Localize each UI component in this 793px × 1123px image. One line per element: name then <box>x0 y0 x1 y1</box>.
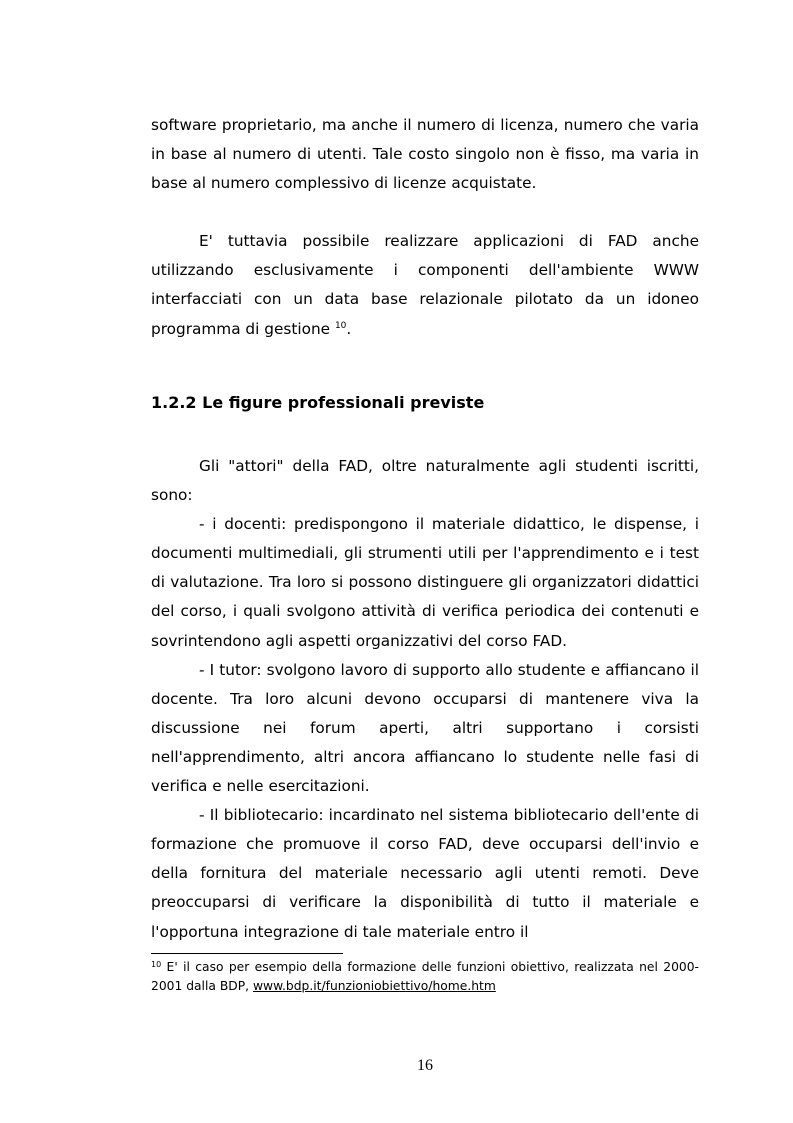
footnote-text: E' il caso per esempio della formazione delle funzioni obiettivo, realizzata nel 2000-2001 dalla BDP, <box>151 960 699 993</box>
section-heading: 1.2.2 Le figure professionali previste <box>151 393 485 412</box>
section-body <box>151 452 699 947</box>
footnote-link[interactable]: www.bdp.it/funzioniobiettivo/home.htm <box>252 979 496 993</box>
page-number: 16 <box>417 1057 433 1074</box>
footnote-reference[interactable]: 10 <box>334 320 347 331</box>
footnote-separator <box>151 953 343 954</box>
paragraph-fad-www-text: E' tuttavia possibile realizzare applicazioni di FAD anche utilizzando esclusivamente i componenti dell'ambiente WWW interfacciati con un data base relazionale pilotato da un idoneo programma di gestione <box>151 232 699 338</box>
paragraph-bibliotecario: - Il bibliotecario: incardinato nel sistema bibliotecario dell'ente di formazione che promuove il corso FAD, deve occuparsi dell'invio e della fornitura del materiale necessario agli utenti remoti. Deve preoccuparsi di verificare la disponibilità di tutto il materiale e l'opportuna integrazione di tale materiale entro il <box>151 806 699 941</box>
paragraph-fad-www-trail: . <box>346 319 352 338</box>
footnote-number: 10 <box>151 960 162 969</box>
continued-paragraph: software proprietario, ma anche il numero di licenza, numero che varia in base al numero di utenti. Tale costo singolo non è fisso, ma varia in base al numero complessivo di licenze acquistate. <box>151 116 699 193</box>
footnote <box>151 958 699 996</box>
paragraph-docenti: - i docenti: predispongono il materiale didattico, le dispense, i documenti multimediali, gli strumenti utili per l'apprendimento e i test di valutazione. Tra loro si possono distinguere gli organizzatori didattici del corso, i quali svolgono attività di verifica periodica dei contenuti e sovrintendono agli aspetti organizzativi del corso FAD. <box>151 515 699 650</box>
top-text-block <box>151 111 699 344</box>
paragraph-fad-www <box>151 227 699 343</box>
paragraph-tutor: - I tutor: svolgono lavoro di supporto allo studente e affiancano il docente. Tra loro alcuni devono occuparsi di mantenere viva la discussione nei forum aperti, altri supportano i corsisti nell'apprendimento, altri ancora affiancano lo studente nelle fasi di verifica e nelle esercitazioni. <box>151 660 699 796</box>
paragraph-attori: Gli "attori" della FAD, oltre naturalmente agli studenti iscritti, sono: <box>151 457 699 505</box>
